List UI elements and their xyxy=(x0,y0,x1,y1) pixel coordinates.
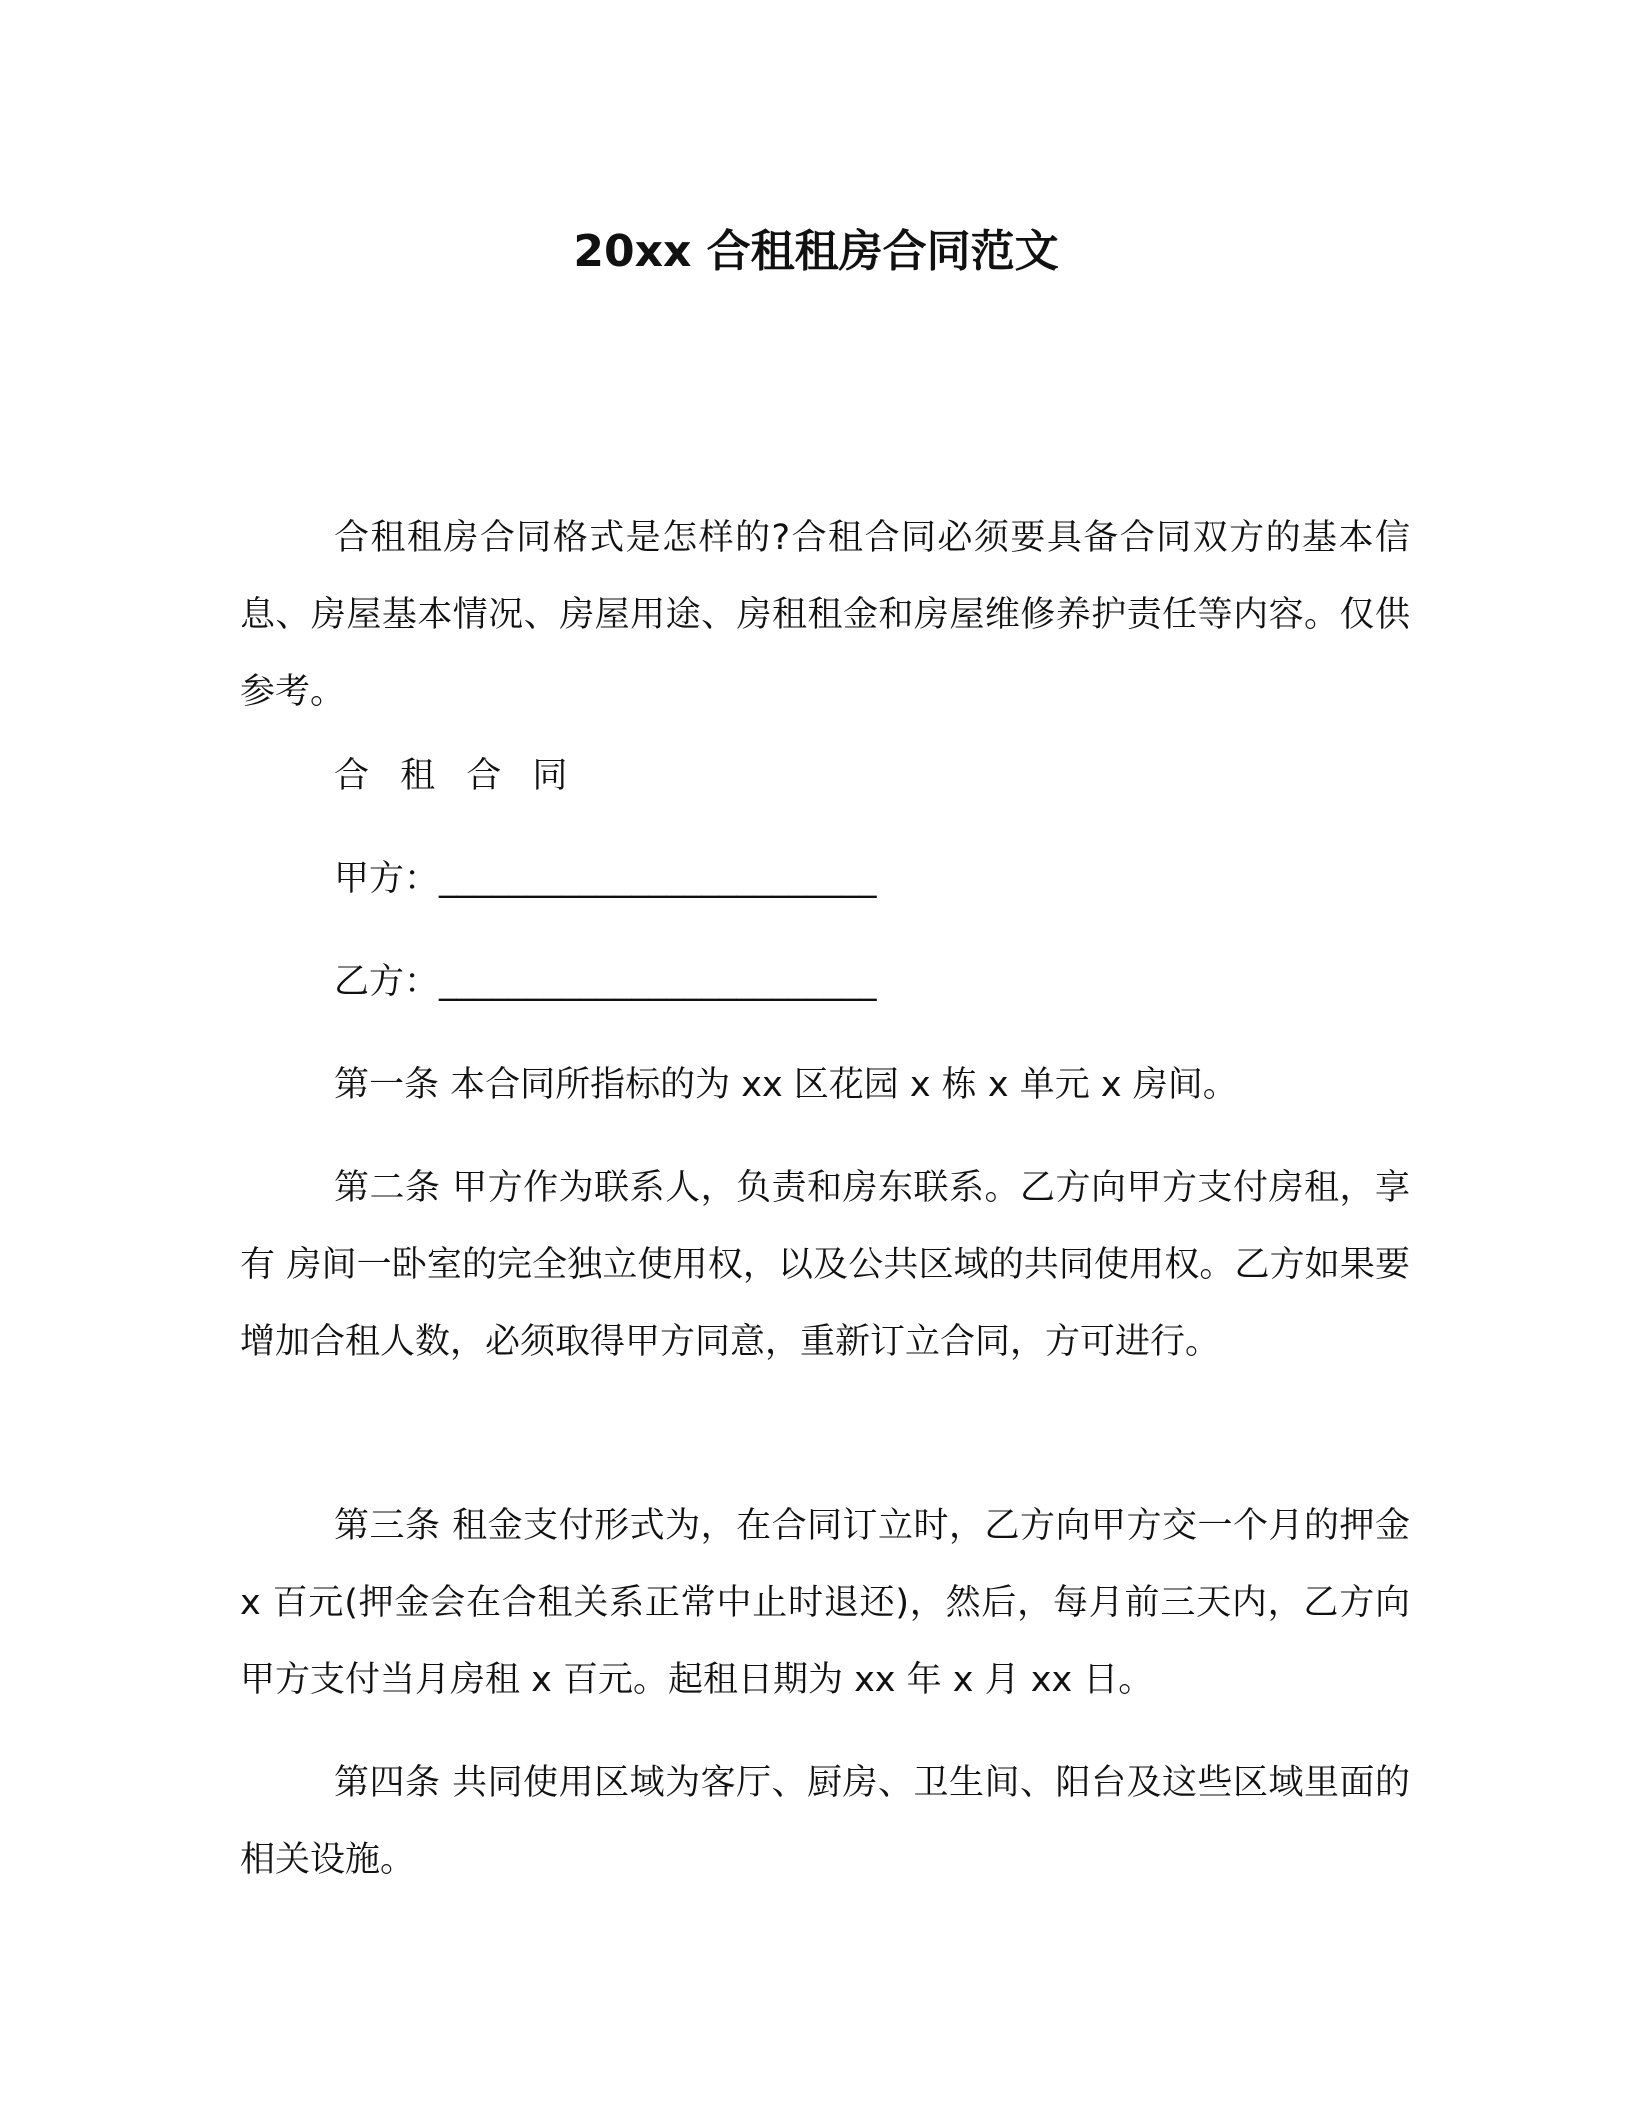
intro-paragraph-block xyxy=(240,500,1410,731)
intro-paragraph: 合租租房合同格式是怎样的?合租合同必须要具备合同双方的基本信息、房屋基本情况、房屋用途、房租租金和房屋维修养护责任等内容。仅供参考。 xyxy=(240,518,1410,712)
document-title: 20xx 合租租房合同范文 xyxy=(573,226,1059,277)
article-3-block xyxy=(240,1488,1410,1719)
contract-heading: 合 租 合 同 xyxy=(334,756,578,796)
article-4-block xyxy=(240,1745,1410,1899)
article-2-block xyxy=(240,1150,1410,1381)
party-b-line: 乙方：_________________________ xyxy=(334,962,877,1002)
article-1: 第一条 本合同所指标的为 xx 区花园 x 栋 x 单元 x 房间。 xyxy=(334,1065,1238,1105)
party-a-line: 甲方：_________________________ xyxy=(334,859,877,899)
article-3: 第三条 租金支付形式为，在合同订立时，乙方向甲方交一个月的押金 x 百元(押金会在合租关系正常中止时退还)，然后，每月前三天内，乙方向甲方支付当月房租 x 百元。起租日期为 xx 年 x 月 xx 日。 xyxy=(240,1506,1410,1700)
article-4: 第四条 共同使用区域为客厅、厨房、卫生间、阳台及这些区域里面的相关设施。 xyxy=(240,1763,1410,1880)
article-2: 第二条 甲方作为联系人，负责和房东联系。乙方向甲方支付房租，享有 房间一卧室的完全独立使用权，以及公共区域的共同使用权。乙方如果要增加合租人数，必须取得甲方同意，重新订立合同，方可进行。 xyxy=(240,1168,1410,1362)
